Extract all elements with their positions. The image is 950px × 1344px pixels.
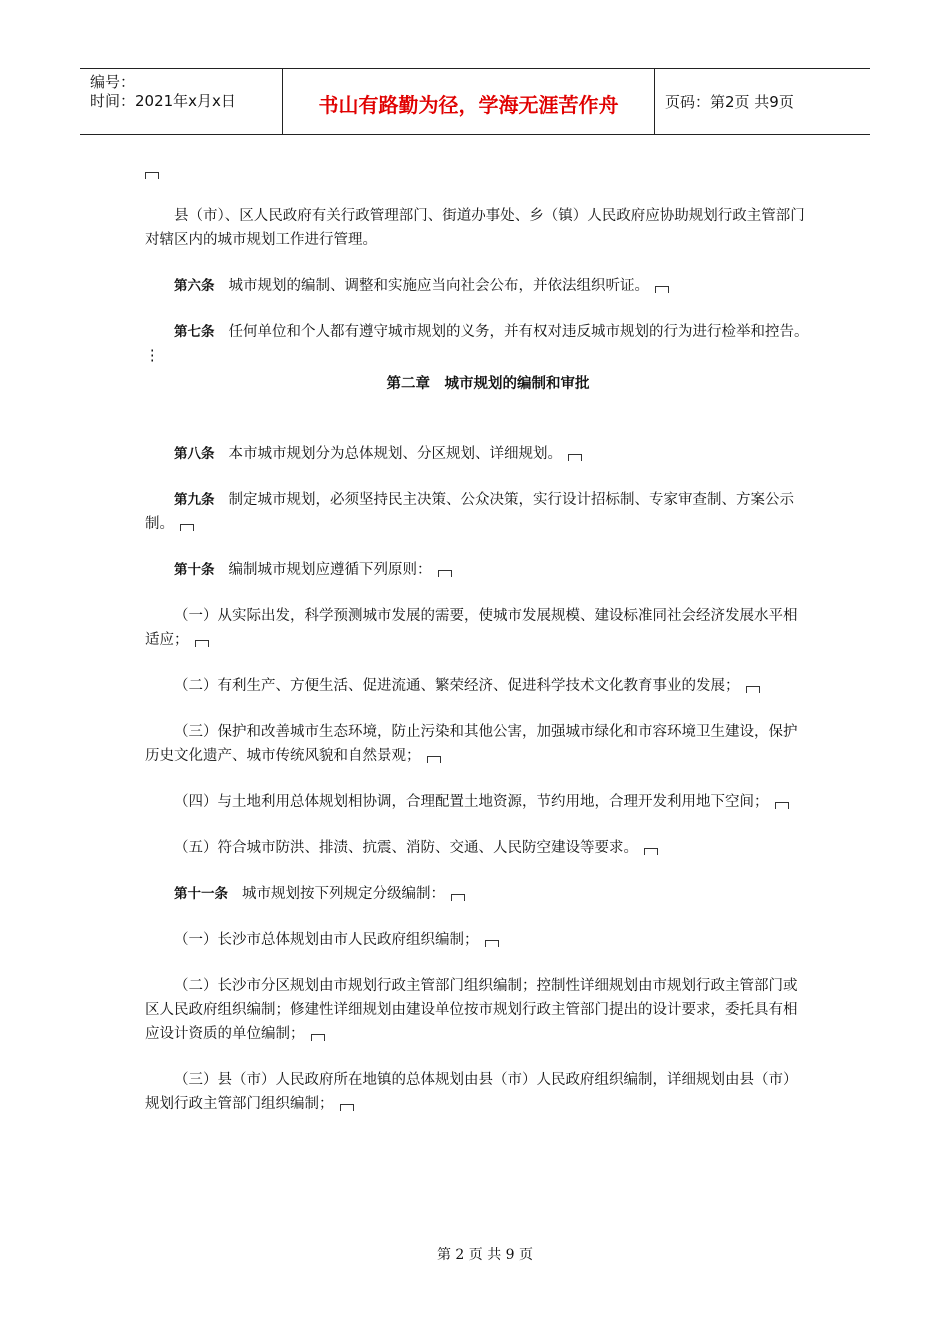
- article-text: 任何单位和个人都有遵守城市规划的义务，并有权对违反城市规划的行为进行检举和控告。: [228, 324, 809, 340]
- document-header: [80, 68, 870, 135]
- article-10-item-1: [145, 604, 809, 652]
- article-text: 本市城市规划分为总体规划、分区规划、详细规划。: [228, 446, 562, 462]
- list-item-text: （三）县（市）人民政府所在地镇的总体规划由县（市）人民政府组织编制，详细规划由县（市）规划行政主管部门组织编制；: [145, 1072, 798, 1112]
- paragraph-mark-icon: [195, 640, 209, 647]
- article-label: 第十一条: [174, 886, 228, 902]
- article-10-item-3: [145, 720, 809, 768]
- header-meta: [80, 69, 283, 134]
- paragraph-mark-icon: [644, 848, 658, 855]
- paragraph-mark-icon: [485, 940, 499, 947]
- article-text: 城市规划按下列规定分级编制：: [242, 886, 445, 902]
- article-10-item-5: [145, 836, 809, 860]
- list-item-text: （一）长沙市总体规划由市人民政府组织编制；: [174, 932, 479, 948]
- list-item-text: （三）保护和改善城市生态环境，防止污染和其他公害，加强城市绿化和市容环境卫生建设，保护历史文化遗产、城市传统风貌和自然景观；: [145, 724, 798, 764]
- article-11-item-1: [145, 928, 809, 952]
- article-label: 第九条: [174, 492, 215, 508]
- list-item-text: （一）从实际出发，科学预测城市发展的需要，使城市发展规模、建设标准同社会经济发展水平相适应；: [145, 608, 798, 648]
- paragraph-mark-icon: [427, 756, 441, 763]
- article-11: [145, 882, 809, 906]
- article-text: 编制城市规划应遵循下列原则：: [228, 562, 432, 578]
- page-footer: 第 2 页 共 9 页: [436, 1247, 534, 1263]
- paragraph-mark-icon: [451, 894, 465, 901]
- article-9: [145, 488, 809, 536]
- article-6: [145, 274, 809, 298]
- article-11-item-3: [145, 1068, 809, 1116]
- article-11-item-2: [145, 974, 809, 1046]
- paragraph-mark-icon: [311, 1034, 325, 1041]
- header-motto: 书山有路勤为径，学海无涯苦作舟: [283, 69, 655, 134]
- paragraph-mark-icon: [655, 286, 669, 293]
- article-label: 第八条: [174, 446, 215, 462]
- article-10-item-4: [145, 790, 809, 814]
- article-text: 制定城市规划，必须坚持民主决策、公众决策，实行设计招标制、专家审查制、方案公示制。: [145, 492, 794, 532]
- article-text: 城市规划的编制、调整和实施应当向社会公布，并依法组织听证。: [228, 278, 649, 294]
- article-10: [145, 558, 809, 582]
- paragraph-mark-icon: [746, 686, 760, 693]
- document-number-label: 编号：: [90, 73, 136, 91]
- list-item-text: （二）长沙市分区规划由市规划行政主管部门组织编制；控制性详细规划由市规划行政主管部门或区人民政府组织编制；修建性详细规划由建设单位按市规划行政主管部门提出的设计要求，委托具有相应设计资质的单位编制；: [145, 978, 798, 1042]
- paragraph-mark-icon: [340, 1104, 354, 1111]
- paragraph-mark-icon: [145, 172, 159, 179]
- paragraph-mark-icon: [180, 524, 194, 531]
- article-7: [145, 320, 809, 368]
- article-label: 第十条: [174, 562, 215, 578]
- paragraph-mark: [145, 160, 809, 184]
- paragraph-mark-icon: [568, 454, 582, 461]
- article-label: 第七条: [174, 324, 215, 340]
- paragraph-mark-icon: [438, 570, 452, 577]
- header-page-number: 页码：第2页 共9页: [665, 93, 794, 111]
- article-10-item-2: [145, 674, 809, 698]
- chapter-title: 第二章 城市规划的编制和审批: [386, 376, 590, 392]
- paragraph-mark-icon: [775, 802, 789, 809]
- vertical-ellipsis-icon: ⋮: [145, 348, 160, 364]
- article-label: 第六条: [174, 278, 215, 294]
- list-item-text: （四）与土地利用总体规划相协调，合理配置土地资源，节约用地，合理开发利用地下空间；: [174, 794, 769, 810]
- list-item-text: （五）符合城市防洪、排渍、抗震、消防、交通、人民防空建设等要求。: [174, 840, 638, 856]
- paragraph-county-coordination: [145, 204, 809, 252]
- document-body: [145, 160, 809, 1116]
- article-8: [145, 442, 809, 466]
- paragraph-text: 县（市）、区人民政府有关行政管理部门、街道办事处、乡（镇）人民政府应协助规划行政主管部门对辖区内的城市规划工作进行管理。: [145, 208, 805, 248]
- document-date-label: 时间：2021年x月x日: [90, 92, 236, 110]
- list-item-text: （二）有利生产、方便生活、促进流通、繁荣经济、促进科学技术文化教育事业的发展；: [174, 678, 740, 694]
